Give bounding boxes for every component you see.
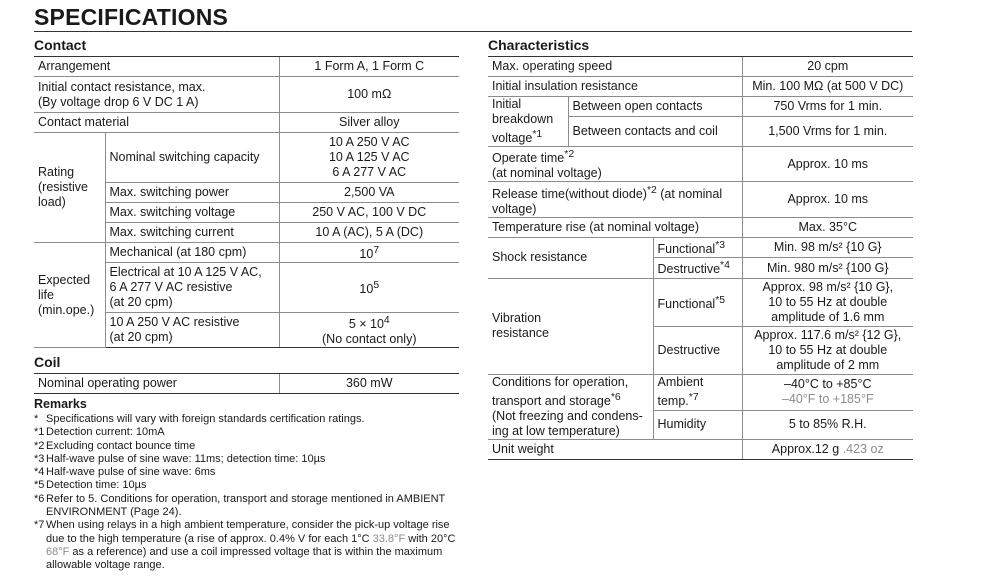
remark-mark: *: [34, 413, 39, 425]
footnote-mark: *2: [646, 184, 657, 196]
remark-imperial: 68°F: [46, 545, 70, 558]
group-line: Conditions for operation,: [492, 374, 629, 389]
value-exponent: 7: [373, 245, 380, 256]
remark-item: [34, 440, 464, 453]
group-label: Shock resistance: [488, 238, 653, 278]
label-line: (By voltage drop 6 V DC 1 A): [38, 94, 199, 109]
spec-value: [279, 263, 459, 313]
spec-label: [653, 278, 742, 326]
remark-text-part: as a reference) and use a coil impressed voltage that is within the maximum allowable voltage range.: [46, 545, 443, 572]
remark-item: [34, 453, 464, 466]
spec-label: Arrangement: [34, 57, 279, 77]
characteristics-heading: Characteristics: [488, 37, 590, 53]
remark-imperial: 33.8°F: [372, 532, 406, 545]
value-line: 10 to 55 Hz at double: [768, 294, 888, 309]
table-row: [488, 218, 913, 238]
remark-item: [34, 519, 464, 572]
group-line: life: [38, 287, 54, 302]
group-line: breakdown: [492, 112, 554, 126]
value-base: 10: [359, 282, 374, 297]
spec-label: [105, 313, 279, 348]
spec-label: Temperature rise (at nominal voltage): [488, 218, 742, 238]
value-line: 10 A 125 V AC: [328, 150, 410, 164]
table-row: [488, 77, 913, 97]
value-line: Approx.12 g: [771, 441, 840, 456]
remark-item: [34, 466, 464, 479]
table-row: [488, 97, 913, 117]
table-row: [488, 57, 913, 77]
value-line: amplitude of 1.6 mm: [771, 309, 885, 324]
spec-label: Humidity: [653, 410, 742, 439]
spec-value: Max. 35°C: [742, 218, 913, 238]
spec-value: 5 to 85% R.H.: [742, 410, 913, 439]
label-line: (at nominal: [656, 186, 723, 201]
spec-label: [34, 77, 279, 113]
value-line: Approx. 117.6 m/s² {12 G},: [754, 327, 902, 342]
remark-text: Specifications will vary with foreign standards certification ratings.: [46, 413, 365, 425]
value-line: Approx. 98 m/s² {10 G},: [762, 279, 894, 294]
group-line: ing at low temperature): [492, 423, 620, 438]
spec-label: [488, 147, 742, 182]
spec-value: 1 Form A, 1 Form C: [279, 57, 459, 77]
remark-mark: *3: [34, 452, 45, 465]
spec-value: 360 mW: [279, 374, 459, 394]
table-row: [34, 57, 459, 77]
spec-label: [488, 182, 742, 218]
table-row: [34, 243, 459, 263]
table-row: [488, 182, 913, 218]
label-line: (at 20 cpm): [109, 330, 173, 345]
spec-value: [742, 278, 913, 326]
spec-label: Max. operating speed: [488, 57, 742, 77]
spec-label: Max. switching voltage: [105, 203, 279, 223]
remark-text: Half-wave pulse of sine wave: 11ms; detection time: 10µs: [46, 452, 326, 465]
table-row: [488, 147, 913, 182]
value-exponent: 4: [383, 315, 390, 327]
footnote-mark: *6: [610, 391, 621, 403]
spec-value: 10 A (AC), 5 A (DC): [279, 223, 459, 243]
spec-value: Approx. 10 ms: [742, 182, 913, 218]
label-line: Functional: [657, 242, 716, 257]
value-imperial: –40°F to +185°F: [781, 392, 874, 407]
spec-value: Min. 100 MΩ (at 500 V DC): [742, 77, 913, 97]
table-row: [34, 133, 459, 183]
spec-value: 1,500 Vrms for 1 min.: [742, 117, 913, 147]
remark-mark: *6: [34, 492, 45, 505]
contact-table: [34, 56, 459, 348]
group-label: [34, 133, 105, 243]
spec-label: Max. switching power: [105, 183, 279, 203]
label-line: Operate time: [492, 151, 565, 166]
remark-text: Half-wave pulse of sine wave: 6ms: [46, 466, 216, 479]
group-label: [34, 243, 105, 348]
remark-text: Detection current: 10mA: [46, 426, 165, 439]
group-line: transport and storage: [492, 393, 611, 408]
spec-value: 750 Vrms for 1 min.: [742, 97, 913, 117]
table-row: [488, 374, 913, 410]
remark-mark: *7: [34, 519, 45, 532]
remark-item: [34, 413, 464, 426]
label-line: Functional: [657, 296, 716, 311]
group-label: [488, 278, 653, 374]
spec-value: 2,500 VA: [279, 183, 459, 203]
spec-label: Mechanical (at 180 cpm): [105, 243, 279, 263]
group-line: Initial: [492, 97, 522, 111]
spec-value: 20 cpm: [742, 57, 913, 77]
value-exponent: 5: [373, 280, 380, 292]
spec-label: [653, 258, 742, 278]
page-title: SPECIFICATIONS: [34, 4, 229, 30]
label-line: Destructive: [657, 262, 721, 277]
label-line: voltage): [492, 201, 537, 216]
remark-text-part: When using relays in a high ambient temperature, consider the pick-up voltage rise due to the high temperature (a rise of approx. 0.4% V for each 1°C: [46, 519, 450, 545]
spec-label: Between open contacts: [568, 97, 742, 117]
group-line: Vibration: [492, 311, 542, 326]
spec-label: Destructive: [653, 326, 742, 374]
remark-text: Detection time: 10µs: [46, 479, 147, 492]
value-imperial: .423 oz: [842, 441, 884, 456]
contact-heading: Contact: [34, 37, 87, 53]
footnote-mark: *3: [715, 240, 726, 252]
label-line: Release time(without diode): [492, 186, 647, 201]
remark-mark: *2: [34, 439, 45, 452]
value-note: (No contact only): [322, 332, 417, 347]
footnote-mark: *4: [720, 260, 730, 272]
value-line: amplitude of 2 mm: [776, 357, 880, 372]
footnote-mark: *7: [688, 392, 699, 404]
value-line: 10 to 55 Hz at double: [768, 342, 888, 357]
group-line: load): [38, 195, 66, 209]
group-line: resistance: [492, 326, 549, 341]
table-row: [488, 439, 913, 459]
table-row: [34, 374, 459, 394]
spec-value: Approx. 10 ms: [742, 147, 913, 182]
remark-item: [34, 479, 464, 492]
footnote-mark: *1: [532, 129, 543, 140]
table-row: [488, 238, 913, 258]
remark-item: [34, 493, 464, 520]
spec-label: Between contacts and coil: [568, 117, 742, 147]
label-line: temp.: [657, 394, 689, 409]
title-rule: [34, 31, 912, 32]
remark-mark: *4: [34, 466, 45, 479]
spec-label: Contact material: [34, 113, 279, 133]
footnote-mark: *2: [564, 149, 575, 161]
value-base: 5 × 10: [348, 317, 384, 332]
spec-value: Min. 980 m/s² {100 G}: [742, 258, 913, 278]
remark-mark: *5: [34, 479, 45, 492]
table-row: [488, 278, 913, 326]
remark-text: [46, 519, 464, 572]
remark-item: [34, 426, 464, 439]
label-line: (at nominal voltage): [492, 166, 602, 181]
spec-label: Initial insulation resistance: [488, 77, 742, 97]
table-row: [34, 113, 459, 133]
value-base: 10: [359, 247, 374, 262]
spec-label: Unit weight: [488, 439, 742, 459]
remark-mark: *1: [34, 426, 45, 439]
remark-text: Refer to 5. Conditions for operation, transport and storage mentioned in AMBIENT ENVIRONMENT (Page 24).: [46, 492, 446, 519]
spec-value: [279, 133, 459, 183]
remarks-list: [34, 413, 464, 573]
spec-label: Max. switching current: [105, 223, 279, 243]
remarks-heading: Remarks: [34, 397, 87, 411]
group-line: (min.ope.): [38, 302, 95, 317]
spec-label: Nominal switching capacity: [105, 133, 279, 183]
footnote-mark: *5: [715, 294, 726, 306]
spec-label: [653, 374, 742, 410]
group-label: [488, 97, 568, 147]
spec-label: [105, 263, 279, 313]
group-label: [488, 374, 653, 439]
table-row: [34, 77, 459, 113]
group-line: (Not freezing and condens-: [492, 408, 643, 423]
value-line: 6 A 277 V AC: [332, 165, 407, 179]
label-line: Initial contact resistance, max.: [38, 79, 206, 94]
value-line: 10 A 250 V AC: [328, 135, 410, 149]
coil-table: [34, 373, 459, 394]
spec-label: Nominal operating power: [34, 374, 279, 394]
label-line: Ambient: [657, 375, 704, 390]
label-line: (at 20 cpm): [109, 295, 173, 310]
remark-text-part: with 20°C: [405, 532, 456, 545]
group-line: Expected: [38, 272, 91, 287]
group-line: voltage: [492, 131, 533, 146]
spec-value: [742, 374, 913, 410]
label-line: 6 A 277 V AC resistive: [109, 280, 233, 295]
value-line: –40°C to +85°C: [784, 377, 872, 392]
group-line: (resistive: [38, 180, 89, 194]
spec-label: [653, 238, 742, 258]
spec-value: [279, 313, 459, 348]
spec-value: Min. 98 m/s² {10 G}: [742, 238, 913, 258]
label-line: 10 A 250 V AC resistive: [109, 315, 240, 330]
spec-value: Silver alloy: [279, 113, 459, 133]
label-line: Electrical at 10 A 125 V AC,: [109, 265, 262, 280]
characteristics-table: [488, 56, 913, 460]
coil-heading: Coil: [34, 354, 61, 370]
spec-value: 250 V AC, 100 V DC: [279, 203, 459, 223]
spec-value: [742, 326, 913, 374]
spec-value: [742, 439, 913, 459]
spec-value: [279, 243, 459, 263]
spec-value: 100 mΩ: [279, 77, 459, 113]
group-line: Rating: [38, 165, 75, 179]
remark-text: Excluding contact bounce time: [46, 439, 196, 452]
